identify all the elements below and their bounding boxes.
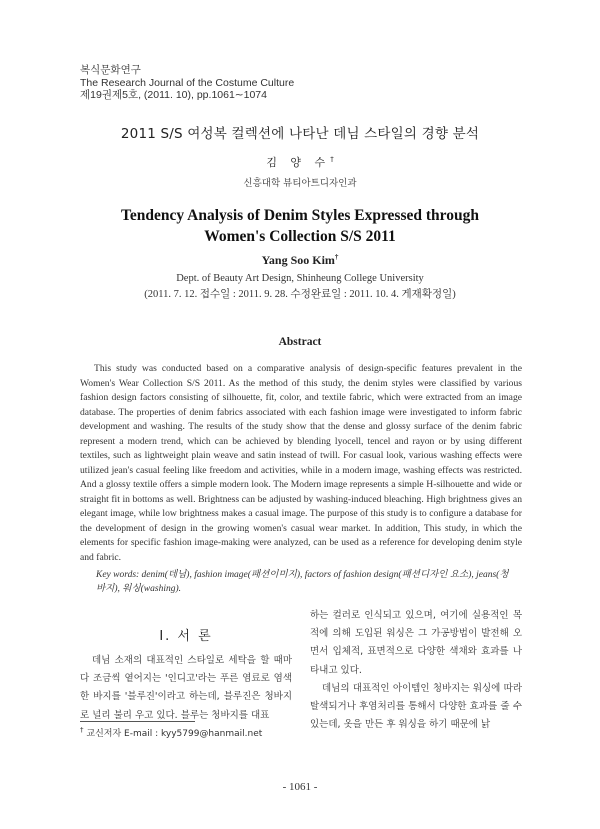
author-mark-en: † [334,253,339,261]
author-mark: † [330,155,334,164]
page-number: - 1061 - [282,781,318,793]
author-name-ko: 김 양 수 [266,156,331,169]
footnote [80,726,262,739]
paper-title-en-line2: Women's Collection S/S 2011 [204,228,396,245]
affiliation-en: Dept. of Beauty Art Design, Shinheung College University [176,273,424,284]
affiliation-en-block [0,271,600,303]
section-heading-introduction: Ⅰ. 서 론 [159,629,213,644]
author-ko [0,154,600,170]
body-paragraph: 데님 소재의 대표적인 스타일로 세탁을 할 때마다 조금씩 옅어지는 '인디고'라는 푸른 염료로 염색한 바지를 '블루진'이라고 하는데, 블루진은 청바지로 널리 불리 우고 있다. 블루는 청바지를 대표 [80,655,292,721]
body-paragraph: 데님의 대표적인 아이템인 청바지는 워싱에 따라 탈색되거나 후염처리를 통해서 다양한 효과를 줄 수 있는데, 옷을 만든 후 워싱을 하기 때문에 낡 [310,682,522,731]
journal-header [80,64,294,102]
keywords: Key words: denim(데님), fashion image(패션이미지), factors of fashion design(패션디자인 요소), jeans(청바지), 워싱(washing). [96,570,509,594]
paper-title-en-line1: Tendency Analysis of Denim Styles Expressed through [121,207,479,224]
footnote-divider [80,721,195,722]
footnote-mark: † [80,726,84,734]
journal-issue: 제19권제5호, (2011. 10), pp.1061∼1074 [80,89,267,101]
author-en [0,253,600,268]
journal-name-en: The Research Journal of the Costume Culture [80,76,295,89]
footnote-text: 교신저자 E-mail : kyy5799@hanmail.net [86,729,263,739]
body-paragraph: 하는 컬러로 인식되고 있으며, 여기에 실용적인 목적에 의해 도입된 워싱은 그 가공방법이 발전해 오면서 입체적, 표면적으로 다양한 색채와 효과를 나타내고 있다. [310,610,522,676]
submission-dates: (2011. 7. 12. 접수일 : 2011. 9. 28. 수정완료일 : 2011. 10. 4. 게재확정일) [144,289,456,300]
paper-title-en [0,205,600,247]
body-column-right [310,607,522,734]
author-name-en: Yang Soo Kim [261,253,335,267]
abstract-heading: Abstract [278,336,322,348]
body-column-left [80,652,292,725]
journal-name-ko: 복식문화연구 [80,64,141,76]
paper-title-ko: 2011 S/S 여성복 컬렉션에 나타난 데님 스타일의 경향 분석 [120,126,480,142]
abstract-text: This study was conducted based on a comparative analysis of design-specific features prevalent in the Women's Wear Collection S/S 2011. As the method of this study, the denim styles were classified by various fashion design factors consisting of silhouette, fit, color, and textile fabric, which were extracted from an image database. The properties of denim fabrics associated with each fashion image were investigated to inform fabric development and washing. The results of the study show that the dense and glossy surface of the denim fabric represent a modern trend, which can be achieved by blending lyocell, tencel and rayon or by using different textiles, such as lightweight plain weave and satin instead of twill. For casual look, various washing effects were utilized jean's casual feeling like freedom and activities, while in a modern image, washing effects was restricted. And a glossy textile offers a simple modern look. The Modern image represents a simple H-silhouette and wide or straight fit in bottoms as well. Brightness can be adjusted by washing-induced bleaching. High brightness gives an elegant image, while low brightness makes a casual image. The purpose of this study is to configure a database for the development of design in the growing women's casual wear market. In addition, This study, in which the elements for specific fashion image-making were analyzed, can be used as a reference for developing denim style and fabric. [80,363,522,563]
affiliation-ko: 신흥대학 뷰티아트디자인과 [243,178,357,189]
